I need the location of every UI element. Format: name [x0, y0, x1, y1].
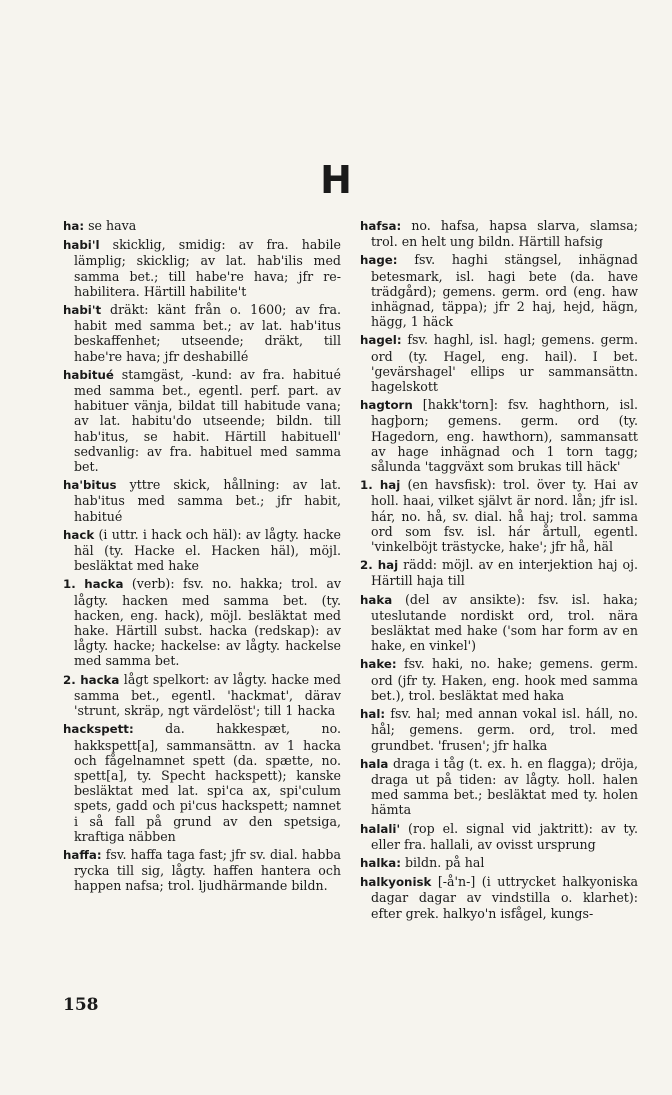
entry-headword: hala	[360, 756, 389, 771]
dictionary-entry	[63, 218, 341, 234]
right-column	[360, 218, 638, 924]
entry-headword: haka	[360, 592, 393, 607]
entry-headword: ha'bitus	[63, 478, 117, 493]
dictionary-entry	[360, 706, 638, 753]
dictionary-entry	[360, 397, 638, 474]
dictionary-entry	[63, 302, 341, 364]
entry-definition: (del av ansikte): fsv. isl. haka; uteslutande nordiskt ord, trol. nära besläktat med hake ('som har form av en hake, en vinkel')	[371, 591, 638, 654]
entry-definition: fsv. haghl, isl. hagl; gemens. germ. ord (ty. Hagel, eng. hail). I bet. 'gevärshagel' ellips ur sammansättn. hagelskott	[371, 332, 638, 395]
entry-headword: hackspett:	[63, 722, 134, 737]
entry-definition: da. hakkespæt, no. hakkspett[a], sammansättn. av 1 hacka och fågelnamnet spett (da. spætte, no. spett[a], ty. Specht hackspett); kanske besläktat med lat. spi'ca ax, spi'culum spets, gadd och pi'cus hackspett; namnet i så fall på grund av den spetsiga, kraftiga näbben	[74, 721, 341, 844]
entry-definition: (rop el. signal vid jaktritt): av ty. eller fra. hallali, av ovisst ursprung	[371, 820, 638, 852]
entry-headword: 1. hacka	[63, 577, 124, 592]
entry-headword: 1. haj	[360, 478, 401, 493]
entry-definition: dräkt: känt från o. 1600; av fra. habit med samma bet.; av lat. hab'itus beskaffenhet; utseende; dräkt, till habe're hava; jfr deshabillé	[74, 302, 341, 364]
entry-definition: (en havsfisk): trol. över ty. Hai av holl. haai, vilket självt är nord. lån; jfr isl. hár, no. hå, sv. dial. hå haj; trol. samma ord som fsv. isl. hár årtull, egentl. 'vinkelböjt trästycke, hake'; jfr hå, häl	[371, 477, 639, 555]
dictionary-entry	[360, 592, 638, 654]
dictionary-entry	[63, 672, 341, 719]
entry-definition: [hakk'torn]: fsv. haghthorn, isl. hagþorn; gemens. germ. ord (ty. Hagedorn, eng. hawthorn), sammansatt av hage inhägnad och 1 torn tagg; sålunda 'taggväxt som brukas till häck'	[371, 397, 638, 475]
entry-headword: 2. hacka	[63, 672, 120, 687]
dictionary-entry	[360, 656, 638, 703]
entry-definition: stamgäst, -kund: av fra. habitué med samma bet., egentl. perf. part. av habituer vänja, bildat till habitude vana; av lat. habitu'do utseende; bildn. till hab'itus, se habit. Härtill habituell' sedvanlig: av fra. habituel med samma bet.	[74, 366, 341, 475]
dictionary-entry	[63, 367, 341, 474]
entry-definition: skicklig, smidig: av fra. habile lämplig; skicklig; av lat. hab'ilis med samma bet.; till habe're hava; jfr re-habilitera. Härtill habilite't	[74, 237, 341, 299]
entry-headword: hal:	[360, 707, 386, 722]
entry-definition: fsv. haghi stängsel, inhägnad betesmark, isl. hagi bete (da. have trädgård); gemens. germ. ord (eng. haw inhägnad, täppa); jfr 2 haj, hejd, hägn, hägg, 1 häck	[371, 252, 638, 330]
entry-definition: (verb): fsv. no. hakka; trol. av lågty. hacken med samma bet. (ty. hacken, eng. hack), möjl. besläktat med hake. Härtill subst. hacka (redskap): av lågty. hacke; hackelse: av lågty. hackelse med samma bet.	[74, 576, 341, 669]
dictionary-entry	[63, 237, 341, 299]
entry-headword: hake:	[360, 657, 397, 672]
entry-headword: haffa:	[63, 847, 102, 862]
dictionary-entry	[360, 332, 638, 394]
entry-definition: yttre skick, hållning: av lat. hab'itus med samma bet.; jfr habit, habitué	[74, 477, 341, 524]
entry-headword: ha:	[63, 219, 85, 233]
dictionary-entry	[360, 477, 638, 554]
entry-definition: [-å'n-] (i uttrycket halkyoniska dagar dagar av vindstilla o. klarhet): efter grek. halkyo'n isfågel, kungs-	[371, 874, 638, 921]
entry-headword: halali'	[360, 821, 401, 836]
dictionary-entry	[63, 576, 341, 668]
entry-definition: rädd: möjl. av en interjektion haj oj. Härtill haja till	[371, 557, 638, 589]
page-number: 158	[63, 995, 99, 1015]
left-column	[63, 218, 341, 897]
entry-definition: fsv. haffa taga fast; jfr sv. dial. habba rycka till sig, lågty. haffen hantera och happen nafsa; trol. ljudhärmande bildn.	[74, 846, 341, 894]
dictionary-entry	[360, 218, 638, 249]
dictionary-entry	[63, 847, 341, 894]
entry-definition: bildn. på hal	[400, 854, 485, 870]
dictionary-entry	[63, 721, 341, 844]
entry-definition: (i uttr. i hack och häl): av lågty. hacke häl (ty. Hacke el. Hacken häl), möjl. besläktat med hake	[74, 526, 341, 574]
section-letter: H	[320, 158, 352, 202]
entry-headword: habi't	[63, 303, 102, 318]
entry-definition: draga i tåg (t. ex. h. en flagga); dröja, draga ut på tiden: av lågty. holl. halen med samma bet.; besläktat med ty. holen hämta	[371, 755, 638, 818]
entry-headword: 2. haj	[360, 558, 399, 573]
entry-definition: se hava	[84, 218, 137, 233]
entry-headword: hage:	[360, 253, 398, 268]
entry-definition: lågt spelkort: av lågty. hacke med samma bet., egentl. 'hackmat', därav 'strunt, skräp, ngt värdelöst'; till 1 hacka	[74, 671, 341, 719]
dictionary-entry	[360, 821, 638, 852]
entry-headword: hagel:	[360, 333, 402, 348]
dictionary-entry	[63, 527, 341, 574]
entry-definition: no. hafsa, hapsa slarva, slamsa; trol. en helt ung bildn. Härtill hafsig	[371, 218, 638, 250]
entry-headword: hagtorn	[360, 398, 413, 413]
entry-headword: habi'l	[63, 238, 100, 253]
dictionary-entry	[360, 874, 638, 921]
dictionary-entry	[360, 855, 638, 871]
entry-headword: hack	[63, 527, 95, 542]
entry-definition: fsv. haki, no. hake; gemens. germ. ord (jfr ty. Haken, eng. hook med samma bet.), trol. besläktat med haka	[371, 656, 638, 703]
dictionary-entry	[360, 557, 638, 588]
entry-headword: hafsa:	[360, 219, 402, 233]
entry-headword: halka:	[360, 855, 401, 870]
dictionary-entry	[63, 477, 341, 524]
dictionary-entry	[360, 756, 638, 818]
entry-headword: habitué	[63, 367, 114, 382]
dictionary-entry	[360, 252, 638, 329]
entry-headword: halkyonisk	[360, 875, 432, 890]
entry-definition: fsv. hal; med annan vokal isl. háll, no. hål; gemens. germ. ord, trol. med grundbet. 'frusen'; jfr halka	[371, 706, 638, 753]
